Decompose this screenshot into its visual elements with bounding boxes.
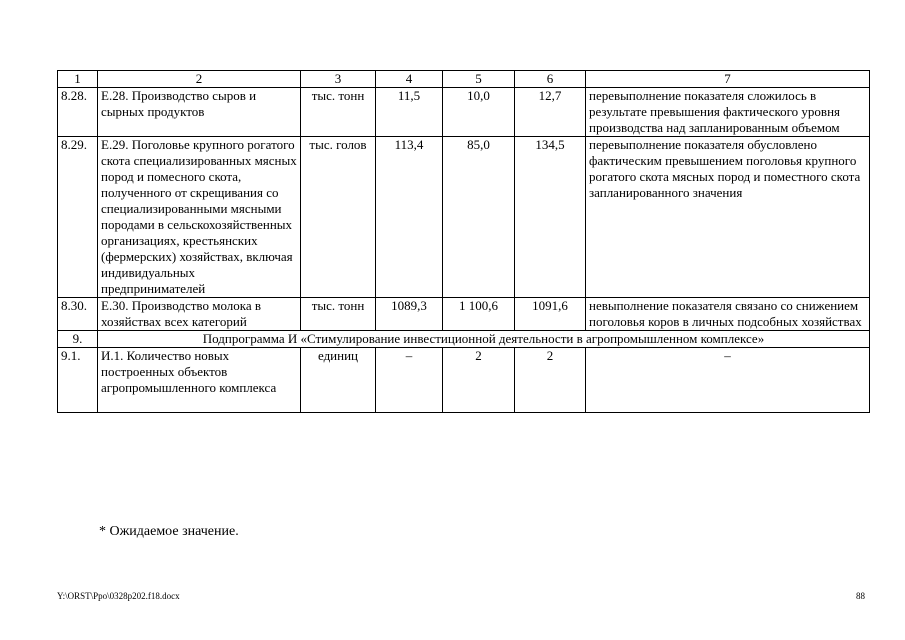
table-row [58, 298, 870, 331]
row-number: 8.30. [58, 298, 98, 331]
column-number: 2 [98, 71, 301, 88]
column-number: 3 [301, 71, 376, 88]
planned-value-cell: – [376, 348, 443, 413]
indicator-name: Е.30. Производство молока в хозяйствах всех категорий [98, 298, 301, 331]
unit-cell: единиц [301, 348, 376, 413]
target-value-cell: 2 [443, 348, 515, 413]
planned-value-cell: 113,4 [376, 137, 443, 298]
actual-value-cell: 134,5 [515, 137, 586, 298]
explanation-cell: – [586, 348, 870, 413]
planned-value-cell: 11,5 [376, 88, 443, 137]
column-number: 5 [443, 71, 515, 88]
column-number: 7 [586, 71, 870, 88]
section-title: Подпрограмма И «Стимулирование инвестиционной деятельности в агропромышленном комплексе» [98, 331, 870, 348]
column-number: 1 [58, 71, 98, 88]
section-row [58, 331, 870, 348]
indicator-name: Е.29. Поголовье крупного рогатого скота специализированных мясных пород и помесного скота, полученного от скрещивания со специализированными мясными породами в сельскохозяйственных организациях, крестьянских (фермерских) хозяйствах, включая индивидуальных предпринимателей [98, 137, 301, 298]
table-row [58, 348, 870, 413]
explanation-cell: перевыполнение показателя сложилось в результате превышения фактического уровня производства над запланированным объемом [586, 88, 870, 137]
section-number: 9. [58, 331, 98, 348]
actual-value-cell: 1091,6 [515, 298, 586, 331]
column-number-row [58, 71, 870, 88]
actual-value-cell: 2 [515, 348, 586, 413]
target-value-cell: 85,0 [443, 137, 515, 298]
target-value-cell: 1 100,6 [443, 298, 515, 331]
row-number: 8.28. [58, 88, 98, 137]
explanation-cell: перевыполнение показателя обусловлено фактическим превышением поголовья крупного рогатого скота мясных пород и поместного скота запланированного значения [586, 137, 870, 298]
unit-cell: тыс. тонн [301, 298, 376, 331]
unit-cell: тыс. голов [301, 137, 376, 298]
planned-value-cell: 1089,3 [376, 298, 443, 331]
table-row [58, 88, 870, 137]
column-number: 6 [515, 71, 586, 88]
indicator-name: Е.28. Производство сыров и сырных продуктов [98, 88, 301, 137]
footer-file-path: Y:\ORST\Ppo\0328p202.f18.docx [57, 591, 180, 601]
target-value-cell: 10,0 [443, 88, 515, 137]
row-number: 9.1. [58, 348, 98, 413]
table-row [58, 137, 870, 298]
page-number: 88 [856, 591, 865, 601]
footnote: * Ожидаемое значение. [99, 524, 239, 539]
column-number: 4 [376, 71, 443, 88]
indicator-name: И.1. Количество новых построенных объектов агропромышленного комплекса [98, 348, 301, 413]
explanation-cell: невыполнение показателя связано со снижением поголовья коров в личных подсобных хозяйствах [586, 298, 870, 331]
indicators-table [57, 70, 870, 413]
row-number: 8.29. [58, 137, 98, 298]
unit-cell: тыс. тонн [301, 88, 376, 137]
actual-value-cell: 12,7 [515, 88, 586, 137]
